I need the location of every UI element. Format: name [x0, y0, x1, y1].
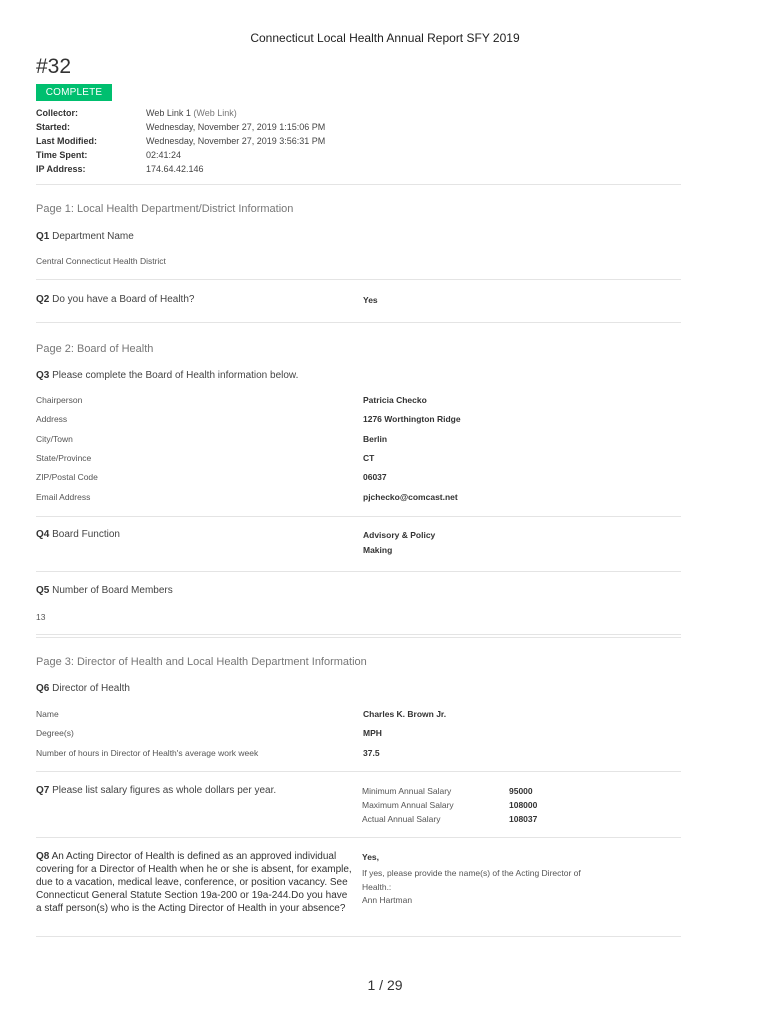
- q6-text: Director of Health: [52, 683, 130, 694]
- q3-row-value: 1276 Worthington Ridge: [363, 414, 461, 424]
- last-modified-label: Last Modified:: [36, 136, 97, 146]
- q3-row-label: City/Town: [36, 434, 73, 444]
- divider: [36, 771, 681, 772]
- divider: [36, 516, 681, 517]
- ip-address-label: IP Address:: [36, 164, 86, 174]
- q6-row-value: 37.5: [363, 748, 380, 758]
- started-value: Wednesday, November 27, 2019 1:15:06 PM: [146, 122, 326, 132]
- time-spent-value: 02:41:24: [146, 150, 182, 160]
- q8-question: [36, 850, 354, 915]
- q3-row-label: ZIP/Postal Code: [36, 472, 98, 482]
- q2-question: [36, 294, 194, 305]
- q2-number: Q2: [36, 294, 50, 305]
- q6-question: [36, 683, 130, 694]
- q4-question: [36, 529, 120, 540]
- started-label: Started:: [36, 122, 71, 132]
- q4-answer-line1: Advisory & Policy: [363, 530, 436, 540]
- q6-row-value: MPH: [363, 728, 382, 738]
- collector-label: Collector:: [36, 108, 79, 118]
- q8-followup-answer: Ann Hartman: [362, 895, 413, 905]
- q1-number: Q1: [36, 231, 50, 242]
- q6-number: Q6: [36, 683, 50, 694]
- q7-row-value: 108000: [509, 800, 538, 810]
- divider: [36, 571, 681, 572]
- q7-row-label: Actual Annual Salary: [362, 814, 441, 824]
- page-indicator: 1 / 29: [367, 977, 403, 993]
- time-spent-label: Time Spent:: [36, 150, 88, 160]
- q8-answer: Yes,: [362, 852, 380, 862]
- page1-heading: Page 1: Local Health Department/District Information: [36, 203, 294, 215]
- q3-row-label: Address: [36, 414, 68, 424]
- q4-answer-line2: Making: [363, 545, 393, 555]
- q7-number: Q7: [36, 785, 50, 796]
- q8-followup-prompt: If yes, please provide the name(s) of the Acting Director of Health.:: [362, 868, 581, 892]
- divider: [36, 637, 681, 638]
- q1-answer: Central Connecticut Health District: [36, 256, 166, 266]
- last-modified-value: Wednesday, November 27, 2019 3:56:31 PM: [146, 136, 326, 146]
- ip-address-value: 174.64.42.146: [146, 164, 204, 174]
- q6-row-label: Name: [36, 709, 59, 719]
- q7-question: [36, 785, 276, 796]
- q2-text: Do you have a Board of Health?: [52, 294, 195, 305]
- divider: [36, 837, 681, 838]
- divider: [36, 634, 681, 635]
- q2-answer: Yes: [363, 295, 378, 305]
- page2-heading: Page 2: Board of Health: [36, 343, 154, 355]
- q3-row-value: 06037: [363, 472, 387, 482]
- q3-row-value: Patricia Checko: [363, 395, 427, 405]
- q3-row-value: CT: [363, 453, 375, 463]
- q5-text: Number of Board Members: [52, 585, 173, 596]
- q4-text: Board Function: [52, 529, 120, 540]
- q6-row-value: Charles K. Brown Jr.: [363, 709, 447, 719]
- q1-question: [36, 231, 134, 242]
- q5-question: [36, 585, 173, 596]
- q7-row-value: 108037: [509, 814, 538, 824]
- document-title: Connecticut Local Health Annual Report SFY 2019: [250, 31, 520, 45]
- q7-row-label: Maximum Annual Salary: [362, 800, 454, 810]
- q6-row-label: Number of hours in Director of Health's average work week: [36, 748, 259, 758]
- collector-type: (Web Link): [193, 108, 237, 118]
- q3-text: Please complete the Board of Health information below.: [52, 370, 299, 381]
- q6-row-label: Degree(s): [36, 728, 74, 738]
- q3-row-label: Email Address: [36, 492, 91, 502]
- q7-row-label: Minimum Annual Salary: [362, 786, 452, 796]
- response-number: #32: [36, 55, 72, 78]
- collector-name: Web Link 1: [146, 108, 191, 118]
- divider: [36, 184, 681, 185]
- q1-text: Department Name: [52, 231, 134, 242]
- q8-number: Q8: [36, 851, 50, 862]
- q7-row-value: 95000: [509, 786, 533, 796]
- q3-number: Q3: [36, 370, 50, 381]
- divider: [36, 279, 681, 280]
- q3-row-label: State/Province: [36, 453, 92, 463]
- divider: [36, 322, 681, 323]
- q8-text: An Acting Director of Health is defined as an approved individual covering for a Director of Health when he or she is absent, for example, due to a vacation, medical leave, conference, or position vacancy. See Connecticut General Statute Section 19a-200 or 19a-244.Do you have a staff person(s) who is the Acting Director of Health in your absence?: [36, 851, 352, 914]
- q5-answer: 13: [36, 612, 46, 622]
- q7-text: Please list salary figures as whole dollars per year.: [52, 785, 277, 796]
- q3-question: [36, 370, 298, 381]
- collector-value: [146, 108, 237, 118]
- q4-number: Q4: [36, 529, 50, 540]
- divider: [36, 936, 681, 937]
- status-badge: COMPLETE: [36, 84, 112, 101]
- q5-number: Q5: [36, 585, 50, 596]
- q3-row-label: Chairperson: [36, 395, 83, 405]
- q3-row-value: pjchecko@comcast.net: [363, 492, 458, 502]
- q3-row-value: Berlin: [363, 434, 388, 444]
- page3-heading: Page 3: Director of Health and Local Health Department Information: [36, 656, 367, 668]
